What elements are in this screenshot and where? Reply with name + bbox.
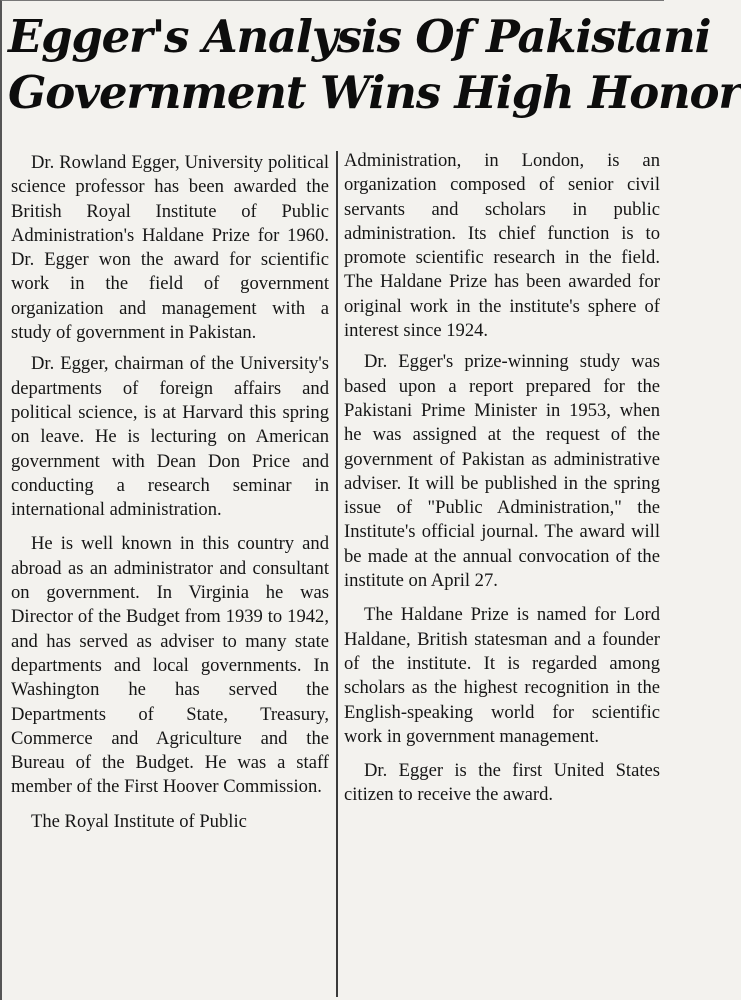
article-paragraph: Dr. Egger is the first United States citizen to receive the award. [344, 760, 660, 806]
article-column-right [344, 149, 660, 995]
headline-line-1: Egger's Analysis Of Pakistani [8, 10, 711, 63]
column-divider [336, 151, 338, 997]
article-paragraph: The Royal Institute of Public [31, 810, 247, 832]
headline-line-2: Government Wins High Honor [8, 66, 741, 119]
article-paragraph: Dr. Egger, chairman of the University's departments of foreign affairs and political science, is at Harvard this spring on leave. He is lecturing on American government with Dean Don Price and conducting a research seminar in international administration. [11, 353, 329, 521]
article-paragraph: The Haldane Prize is named for Lord Haldane, British statesman and a founder of the institute. It is regarded among scholars as the highest recognition in the English-speaking world for scientific work in government management. [344, 604, 660, 747]
article-paragraph: Administration, in London, is an organization composed of senior civil servants and scholars in public administration. Its chief function is to promote scientific research in the field. The Haldane Prize has been awarded for original work in the institute's sphere of interest since 1924. [344, 150, 660, 342]
article-paragraph: Dr. Egger's prize-winning study was based upon a report prepared for the Pakistani Prime Minister in 1953, when he was assigned at the request of the government of Pakistan as administrative adviser. It will be published in the spring issue of "Public Administration," the Institute's official journal. The award will be made at the annual convocation of the institute on April 27. [344, 351, 660, 592]
article-column-left [11, 151, 329, 997]
article-paragraph: He is well known in this country and abroad as an administrator and consultant on government. In Virginia he was Director of the Budget from 1939 to 1942, and has served as adviser to many state departments and local governments. In Washington he has served the Departments of State, Treasury, Commerce and Agriculture and the Bureau of the Budget. He was a staff member of the First Hoover Commission. [11, 533, 329, 798]
headline [8, 9, 741, 121]
article-paragraph: Dr. Rowland Egger, University political science professor has been awarded the British Royal Institute of Public Administration's Haldane Prize for 1960. Dr. Egger won the award for scientific work in the field of government organization and management with a study of government in Pakistan. [11, 152, 329, 344]
